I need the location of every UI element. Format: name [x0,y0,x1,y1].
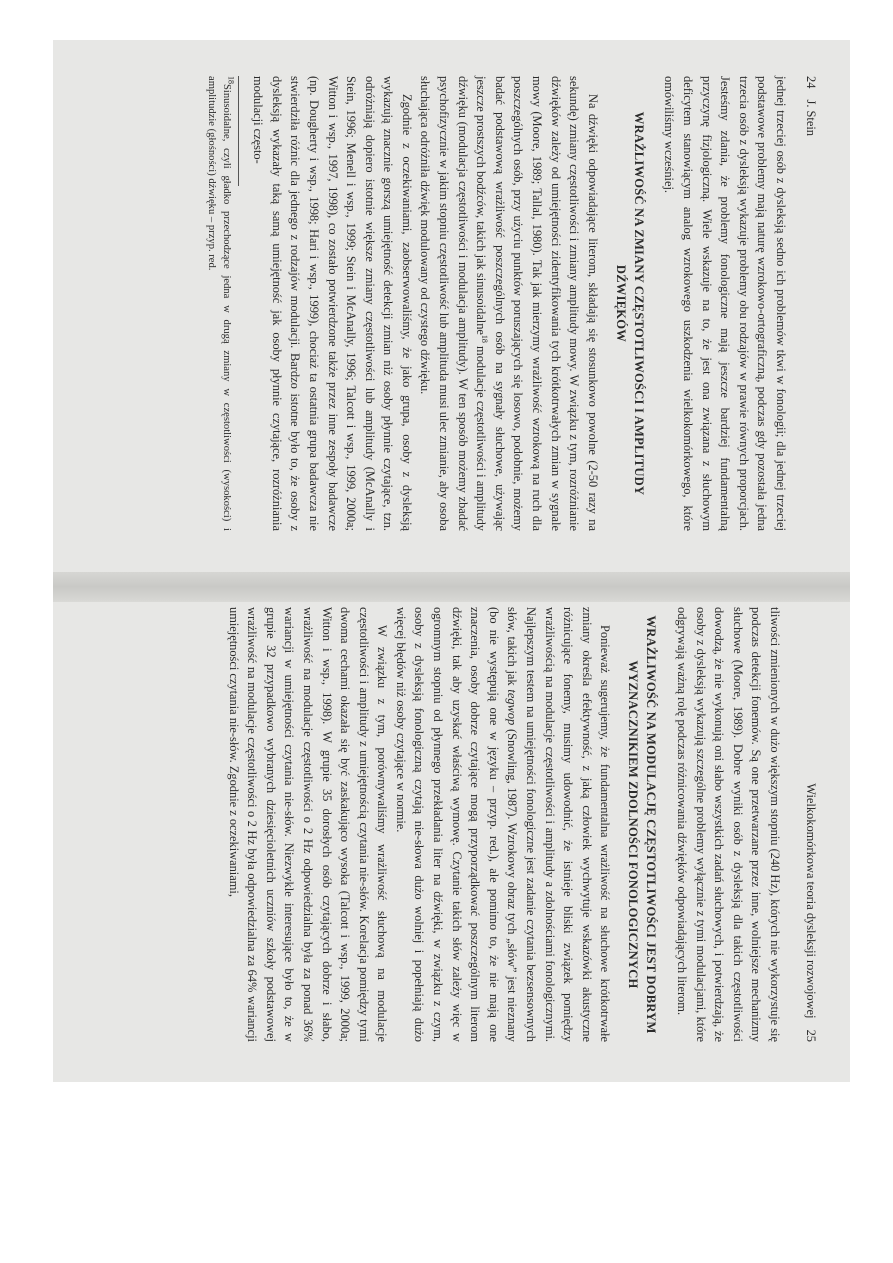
running-head-title: Wielkokomórkowa teoria dysleksji rozwojowej [804,783,818,1019]
page-right [53,561,850,1082]
scanned-book-spread [53,40,850,1082]
right-paragraph-2-part-1: Ponieważ sugerujemy, że fundamentalna wrażliwość na słuchowe krótkotrwałe zmiany określa efektywność, z jaką człowiek wychwytuje wskazówki akustyczne różnicujące fonemy, musimy udowodnić, że istnieje bliski związek pomiędzy wrażliwością na modulacje częstotliwości i amplitudy a zdolnościami fonologicznymi. Najlepszym testem na umiejętności fonologiczne jest zadanie czytania bezsensownych słów, takich jak [505,607,613,1042]
rotated-spread [53,40,850,1082]
left-paragraph-2-part-2: modulacje częstotliwości i amplitudy dźwięku (modulacja częstotliwości i modulacja amplitudy). W ten sposób możemy zbadać psychofizycznie w jakim stopniu częstotliwość lub amplituda musi ulec zmianie, aby osoba słuchająca odróżniła dźwięk modulowany od czystego dźwięku. [418,76,489,532]
footnote-rule [238,76,239,186]
running-head-author: J. Stein [804,99,818,136]
left-page-body [204,76,790,531]
running-head-right [801,607,820,1042]
right-paragraph-1: tliwości zmienionych w dużo większym stopniu (240 Hz), których nie wykorzystuje się podczas detekcji fonemów. Są one przetwarzane przez inne, wolniejsze mechanizmy słuchowe (Moore, 1989). Dobre wyniki osób z dysleksją dla takich częstotliwości dowodzą, że nie wykonują oni słabo wszystkich zadań słuchowych, i potwierdzają, że osoby z dysleksją wykazują szczególne problemy wyłącznie z tymi modulacjami, które odgrywają ważną rolę podczas różnicowania dźwięków odpowiadających literom. [675,607,782,1042]
running-head-left [801,76,820,531]
page-left [53,40,850,561]
nonword-example: tegwop [505,689,520,726]
right-section-heading: WRAŻLIWOŚĆ NA MODULACJĘ CZĘSTOTLIWOŚCI JEST DOBRYM WYZNACZNIKIEM ZDOLNOŚCI FONOLOGICZNYCH [626,615,659,1034]
footnote-text: Sinusoidalne, czyli gładko przechodzące jedna w drugą zmiany w częstotliwości (wysokości) i amplitudzie (głośności) dźwięku – przyp. red. [205,76,232,531]
right-paragraph-2-part-2: (Snowling, 1987). Wzrokowy obraz tych „słów” jest nieznany (bo nie występują one w języku – przyp. red.), ale pomimo to, że nie mają one znaczenia, osoby dobrze czytające mogą przyporządkować poszczególnym literom dźwięki, tak aby uzyskać właściwą wymowę. Czytanie takich słów zależy więc w ogromnym stopniu od płynnego przekładania liter na dźwięki, w związku z czym, osoby z dysleksją fonologiczną czytają nie-słowa dużo wolniej i popełniają dużo więcej błędów niż osoby czytające w normie. [393,607,520,1042]
left-paragraph-2 [416,76,602,531]
left-section-heading: WRAŻLIWOŚĆ NA ZMIANY CZĘSTOTLIWOŚCI I AMPLITUDY DŹWIĘKÓW [613,111,646,496]
right-paragraph-2 [391,607,614,1042]
footnote [204,76,234,531]
left-paragraph-1: jednej trzeciej osób z dysleksją sedno ich problemów tkwi w fonologii; dla jednej trzeciej podstawowe problemy mają naturę wzrokowo-ortograficzną, podczas gdy pozostała jedna trzecia osób z dysleksją wykazuje problemy obu rodzajów w prawie równych proporcjach. Jesteśmy zdania, że problemy fonologiczne mają jeszcze bardziej fundamentalną przyczynę fizjologiczną. Wiele wskazuje na to, że jest ona związana z słuchowym deficytem stanowiącym analog wzrokowego uszkodzenia wielkokomórkowego, które omówiliśmy wcześniej. [662,76,788,531]
page-number-right: 25 [804,1029,818,1042]
page-number-left: 24 [804,76,818,89]
left-paragraph-2-part-1: Na dźwięki odpowiadające literom, składają się stosunkowo powolne (2-50 razy na sekundę) zmiany częstotliwości i zmiany amplitudy mowy. W związku z tym, rozróżnianie dźwięków zależy od umiejętności zidentyfikowania tych krótkotrwałych zmian w sygnale mowy (Moore, 1989; Tallal, 1980). Tak jak mierzymy wrażliwość wzrokową na ruch dla poszczególnych osób, przy użyciu punktów poruszających się losowo, podobnie, możemy badać podstawową wrażliwość poszczególnych osób na sygnały słuchowe, używając jeszcze prostszych bodźców, takich jak sinusoidalne [474,76,600,531]
left-paragraph-3: Zgodnie z oczekiwaniami, zaobserwowaliśmy, że jako grupa, osoby z dysleksją wykazują znacznie gorszą umiejętność detekcji zmian niż osoby płynnie czytające, tzn. odróżniają dopiero istotnie większe zmiany częstotliwości lub amplitudy (McAnally i Stein, 1996; Menell i wsp., 1999; Stein i McAnally, 1996; Talcott i wsp., 1999, 2000a; Witton i wsp., 1997, 1998), co zostało potwierdzone także przez inne zespoły badawcze (np. Dougherty i wsp., 1998; Hari i wsp., 1999), chociaż ta ostatnia grupa badawcza nie stwierdziła różnic dla jednego z rodzajów modulacji. Bardzo istotne było to, że osoby z dysleksją wykazały taką samą umiejętność jak osoby płynnie czytające, rozróżniania modulacji często- [251,76,414,531]
right-page-body [224,607,784,1042]
footnote-number: 18 [226,76,236,84]
footnote-reference: 18 [480,334,490,343]
right-paragraph-3: W związku z tym, porównywaliśmy wrażliwość słuchową na modulacje częstotliwości i amplitudy z umiejętnością czytania nie-słów. Korelacja pomiędzy tymi dwoma cechami okazała się być zaskakująco wysoka (Talcott i wsp., 1999, 2000a; Witton i wsp., 1998). W grupie 35 dorosłych osób czytających dobrze i słabo, wrażliwość na modulacje częstotliwości o 2 Hz odpowiedzialna była za ponad 36% wariancji w umiejętności czytania nie-słów. Niezwykle interesujące było to, że w grupie 32 przypadkowo wybranych dziesięcioletnich uczniów szkoły podstawowej wrażliwość na modulacje częstotliwości o 2 Hz była odpowiedzialna za 64% wariancji umiejętności czytania nie-słów. Zgodnie z oczekiwaniami, [226,607,390,1042]
